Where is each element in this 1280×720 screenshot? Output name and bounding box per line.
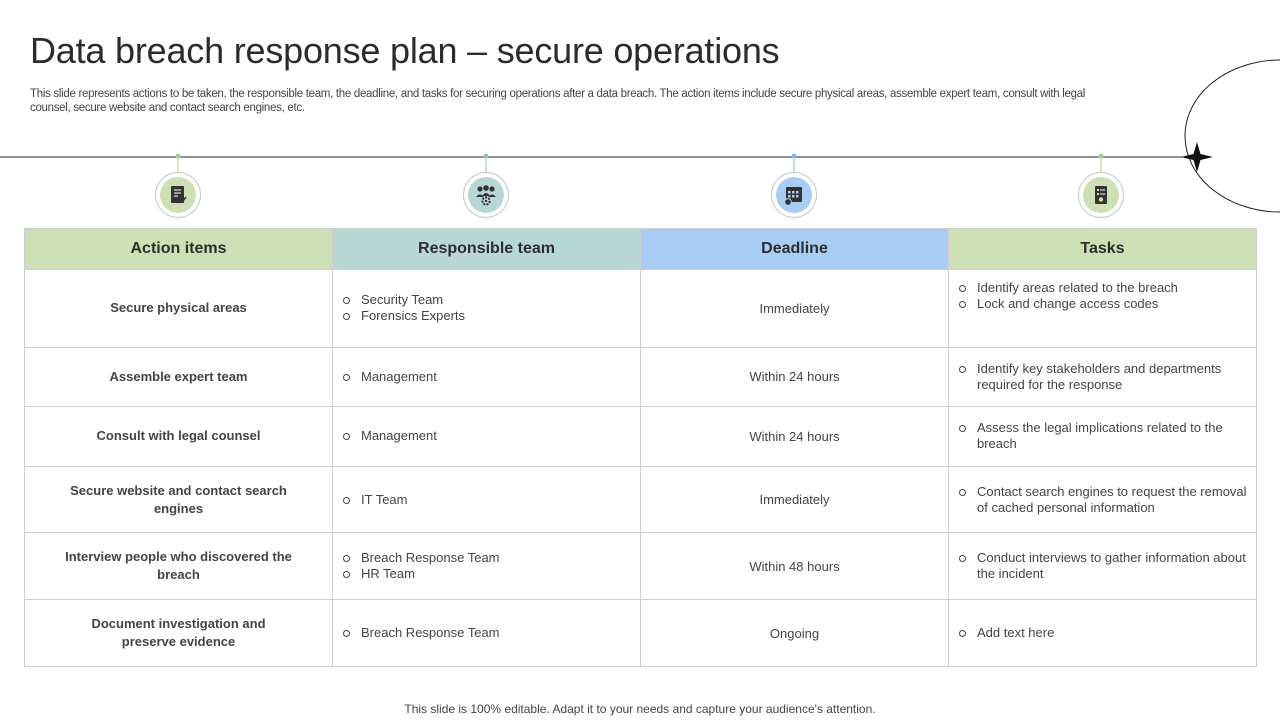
task-item: Identify key stakeholders and departments required for the response [959,361,1248,393]
deadline-cell: Immediately [641,466,949,533]
responsible-team-cell [333,600,641,667]
task-item: Add text here [959,625,1248,641]
responsible-team-cell [333,347,641,407]
tasks-cell [949,270,1257,348]
deadline-icon-badge [771,172,817,218]
document-check-icon [160,177,196,213]
table-row [25,600,1257,667]
action-item: Assemble expert team [25,347,333,407]
header-action-items: Action items [25,229,333,270]
team-member: Forensics Experts [343,308,632,324]
page-subtitle: This slide represents actions to be taken, the responsible team, the deadline, and tasks for securing operations after a data breach. The action items include secure physical areas, assemble expert team, consult with legal counsel, secure website and contact search engines, etc. [30,88,1086,114]
response-plan-table [24,228,1257,667]
tasks-cell [949,533,1257,600]
page-title: Data breach response plan – secure operations [30,30,780,71]
team-member: Management [343,369,632,385]
task-item: Conduct interviews to gather information about the incident [959,550,1248,582]
task-item: Identify areas related to the breach [959,280,1248,296]
tasks-cell [949,347,1257,407]
task-item: Contact search engines to request the removal of cached personal information [959,484,1248,516]
header-tasks: Tasks [949,229,1257,270]
deadline-cell: Immediately [641,270,949,348]
responsible-team-cell [333,466,641,533]
table-row [25,270,1257,348]
team-member: Breach Response Team [343,625,632,641]
responsible-team-icon-badge [463,172,509,218]
action-item: Secure physical areas [25,270,333,348]
table-row [25,347,1257,407]
responsible-team-cell [333,533,641,600]
timeline-connectors [176,154,1104,173]
action-item: Document investigation and preserve evidence [25,600,333,667]
team-gear-icon [468,177,504,213]
team-member: Security Team [343,292,632,308]
tasks-cell [949,407,1257,467]
deadline-cell: Within 48 hours [641,533,949,600]
table-row [25,407,1257,467]
action-item: Secure website and contact search engines [25,466,333,533]
header-deadline: Deadline [641,229,949,270]
responsible-team-cell [333,407,641,467]
table-row [25,533,1257,600]
team-member: HR Team [343,566,632,582]
team-member: Breach Response Team [343,550,632,566]
responsible-team-cell [333,270,641,348]
table-header-row [25,229,1257,270]
footer-note: This slide is 100% editable. Adapt it to your needs and capture your audience's attention. [404,702,876,716]
action-item: Interview people who discovered the breach [25,533,333,600]
tasks-cell [949,600,1257,667]
action-item: Consult with legal counsel [25,407,333,467]
calendar-clock-icon [776,177,812,213]
tasks-cell [949,466,1257,533]
deadline-cell: Within 24 hours [641,347,949,407]
tasks-icon-badge [1078,172,1124,218]
checklist-icon [1083,177,1119,213]
deadline-cell: Ongoing [641,600,949,667]
team-member: IT Team [343,492,632,508]
task-item: Assess the legal implications related to the breach [959,420,1248,452]
task-item: Lock and change access codes [959,296,1248,312]
header-responsible-team: Responsible team [333,229,641,270]
table-row [25,466,1257,533]
deadline-cell: Within 24 hours [641,407,949,467]
action-items-icon-badge [155,172,201,218]
team-member: Management [343,428,632,444]
